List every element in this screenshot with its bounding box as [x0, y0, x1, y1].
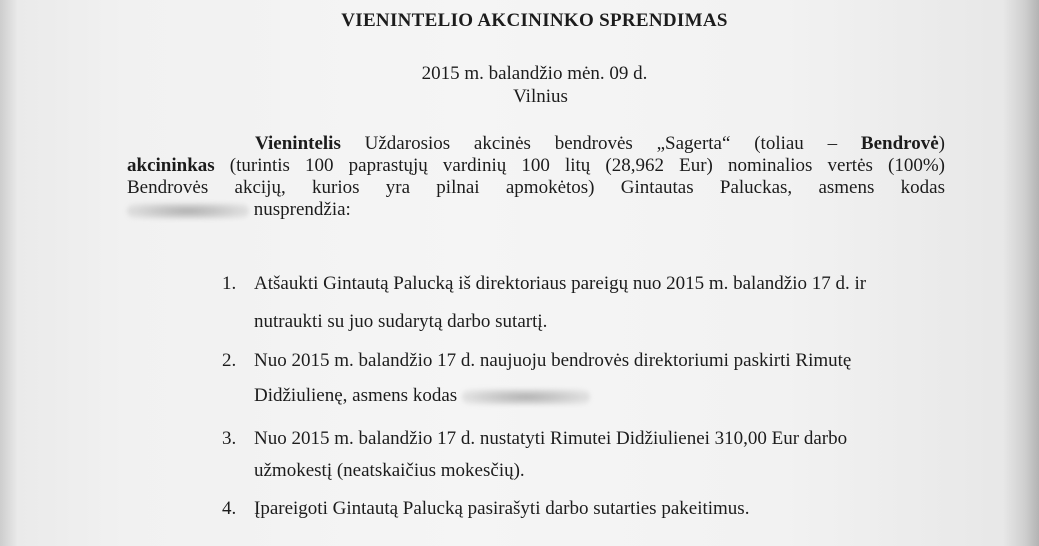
list-item-3-line-1: Nuo 2015 m. balandžio 17 d. nustatyti Rimutei Didžiulienei 310,00 Eur darbo: [254, 428, 848, 449]
list-item-2-line-1: Nuo 2015 m. balandžio 17 d. naujuoju bendrovės direktoriumi paskirti Rimutę: [254, 350, 852, 371]
list-item-2-line-2: Didžiulienę, asmens kodas: [254, 385, 458, 406]
intro-line-4-text: nusprendžia:: [253, 199, 351, 220]
intro-bold-bendrove: Bendrovė: [860, 133, 939, 154]
intro-paragraph: [127, 133, 945, 221]
list-item-2-number: 2.: [222, 350, 237, 371]
intro-line-2-text: (turintis 100 paprastųjų vardinių 100 litų (28,962 Eur) nominalios vertės (100%): [214, 155, 945, 176]
intro-line-2: [127, 155, 945, 177]
document-date: 2015 m. balandžio mėn. 09 d.: [421, 63, 648, 84]
intro-line-1-text: Uždarosios akcinės bendrovės „Sagerta“ (toliau –: [340, 133, 861, 154]
list-item-2-line-2-wrap: [254, 385, 590, 407]
intro-line-1-end: ): [938, 133, 945, 154]
list-item-3-line-2: užmokestį (neatskaičius mokesčių).: [254, 460, 525, 481]
redacted-personal-code-2: [462, 389, 590, 405]
list-item-1-number: 1.: [222, 273, 237, 294]
document-city: Vilnius: [513, 86, 568, 107]
list-item-4-line-1: Įpareigoti Gintautą Palucką pasirašyti darbo sutarties pakeitimus.: [254, 498, 750, 519]
intro-line-3: Bendrovės akcijų, kurios yra pilnai apmokėtos) Gintautas Paluckas, asmens kodas: [127, 177, 945, 198]
list-item-1-line-2: nutraukti su juo sudarytą darbo sutartį.: [254, 311, 548, 332]
list-item-1-line-1: Atšaukti Gintautą Palucką iš direktoriaus pareigų nuo 2015 m. balandžio 17 d. ir: [254, 273, 867, 294]
list-item-4-number: 4.: [222, 498, 237, 519]
document-title: VIENINTELIO AKCININKO SPRENDIMAS: [341, 10, 728, 31]
intro-line-1: [127, 133, 945, 155]
intro-line-4: [127, 199, 945, 221]
redacted-personal-code-1: [127, 203, 249, 219]
list-item-3-number: 3.: [222, 428, 237, 449]
intro-bold-vienintelis: Vienintelis: [255, 133, 341, 154]
intro-bold-akcininkas: akcininkas: [127, 155, 215, 176]
